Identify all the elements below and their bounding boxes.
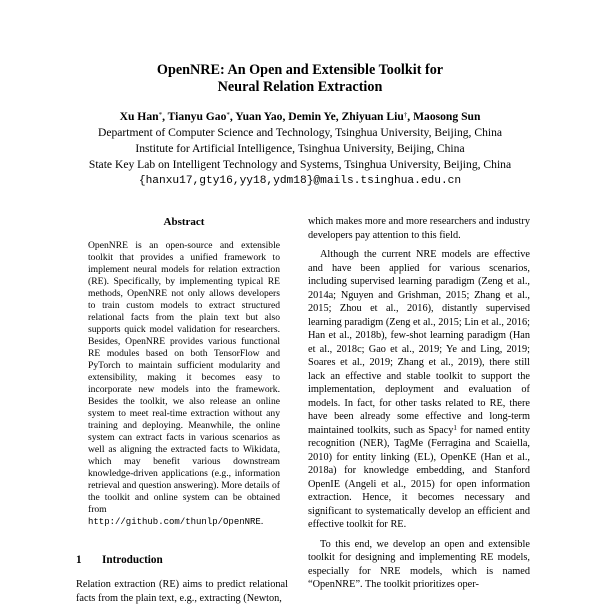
repo-link[interactable]: http://github.com/thunlp/OpenNRE bbox=[88, 517, 261, 527]
author-block bbox=[40, 109, 560, 189]
abstract-text: OpenNRE is an open-source and extensible toolkit that provides a unified framework to implement neural models for relation extraction (RE). Specifically, by implementing typical RE methods, OpenNRE not only allows developers to train custom models to extract structured relational facts from the plain text but also supports quick model validation for researchers. Besides, OpenNRE provides various functional RE modules based on both TensorFlow and PyTorch to maintain sufficient modularity and extensibility, making it becomes easy to incorporate new models into the framework. Besides the toolkit, we also release an online system to meet real-time extraction without any training and deploying. Meanwhile, the online system can extract facts in various scenarios as well as aligning the extracted facts to Wikidata, which may benefit various downstream knowledge-driven applications (e.g., information retrieval and question answering). More details of the toolkit and online system can be obtained from bbox=[88, 240, 280, 515]
author-name: Maosong Sun bbox=[413, 110, 481, 123]
affiliation-2: Institute for Artificial Intelligence, Tsinghua University, Beijing, China bbox=[135, 142, 465, 155]
author-name: Demin Ye bbox=[288, 110, 336, 123]
author-mark: † bbox=[403, 111, 408, 119]
author-name: Zhiyuan Liu bbox=[341, 110, 404, 123]
paper-title bbox=[60, 62, 540, 96]
section-heading-introduction bbox=[76, 554, 163, 566]
section-title: Introduction bbox=[102, 554, 163, 566]
title-line-1: OpenNRE: An Open and Extensible Toolkit for bbox=[156, 62, 444, 78]
affiliation-1: Department of Computer Science and Technology, Tsinghua University, Beijing, China bbox=[97, 126, 503, 139]
abstract-body bbox=[88, 240, 280, 528]
paragraph: which makes more and more researchers and industry developers pay attention to this field. bbox=[308, 216, 530, 241]
paragraph-text: Although the current NRE models are effective and have been applied for various scenarios, including supervised learning paradigm (Zeng et al., 2014a; Nguyen and Grishman, 2015; Zhang et al., 2015; Zhou et al., 2016), distantly supervised learning paradigm (Zeng et al., 2015; Lin et al., 2016; Han et al., 2018b), few-shot learning paradigm (Han et al., 2018c; Gao et al., 2019; Ye and Ling, 2019; Soares et al., 2019; Zhang et al., 2019), there still lack an effective and stable toolkit to support the implementation, deployment and evaluation of models. In fact, for other tasks related to RE, there have been already some effective and long-term maintained toolkits, such as Spacy bbox=[308, 249, 530, 436]
title-line-2: Neural Relation Extraction bbox=[217, 79, 383, 95]
abstract-end: . bbox=[260, 516, 264, 527]
author-mark: * bbox=[158, 111, 163, 119]
abstract bbox=[88, 216, 280, 528]
paragraph: To this end, we develop an open and extensible toolkit for designing and implementing RE models, especially for NRE models, which is named “OpenNRE”. The toolkit prioritizes oper- bbox=[308, 538, 530, 590]
paragraph-text: for named entity recognition (NER), TagMe (Ferragina and Scaiella, 2010) for entity linking (EL), OpenKE (Han et al., 2018a) for knowledge embedding, and Stanford OpenIE (Angeli et al., 2015) for open information extraction. Hence, it becomes necessary and significant to systematically develop an efficient and effective toolkit for RE. bbox=[308, 424, 530, 530]
footnote-mark: 1 bbox=[453, 423, 457, 432]
author-name: Xu Han bbox=[119, 110, 159, 123]
affiliation-3: State Key Lab on Intelligent Technology and Systems, Tsinghua University, Beijing, China bbox=[88, 158, 512, 171]
author-list: Xu Han*, Tianyu Gao*, Yuan Yao, Demin Ye, Zhiyuan Liu†, Maosong Sun bbox=[119, 110, 481, 123]
author-mark: * bbox=[226, 111, 230, 119]
author-emails: {hanxu17,gty16,yy18,ydm18}@mails.tsinghua.edu.cn bbox=[138, 175, 462, 187]
introduction-text: Relation extraction (RE) aims to predict relational facts from the plain text, e.g., extracting (Newton, bbox=[76, 579, 288, 604]
author-name: Yuan Yao bbox=[235, 110, 283, 123]
section-number: 1 bbox=[76, 554, 82, 566]
right-column bbox=[308, 215, 530, 592]
author-name: Tianyu Gao bbox=[167, 110, 227, 123]
abstract-heading: Abstract bbox=[163, 216, 205, 228]
paragraph bbox=[308, 248, 530, 532]
